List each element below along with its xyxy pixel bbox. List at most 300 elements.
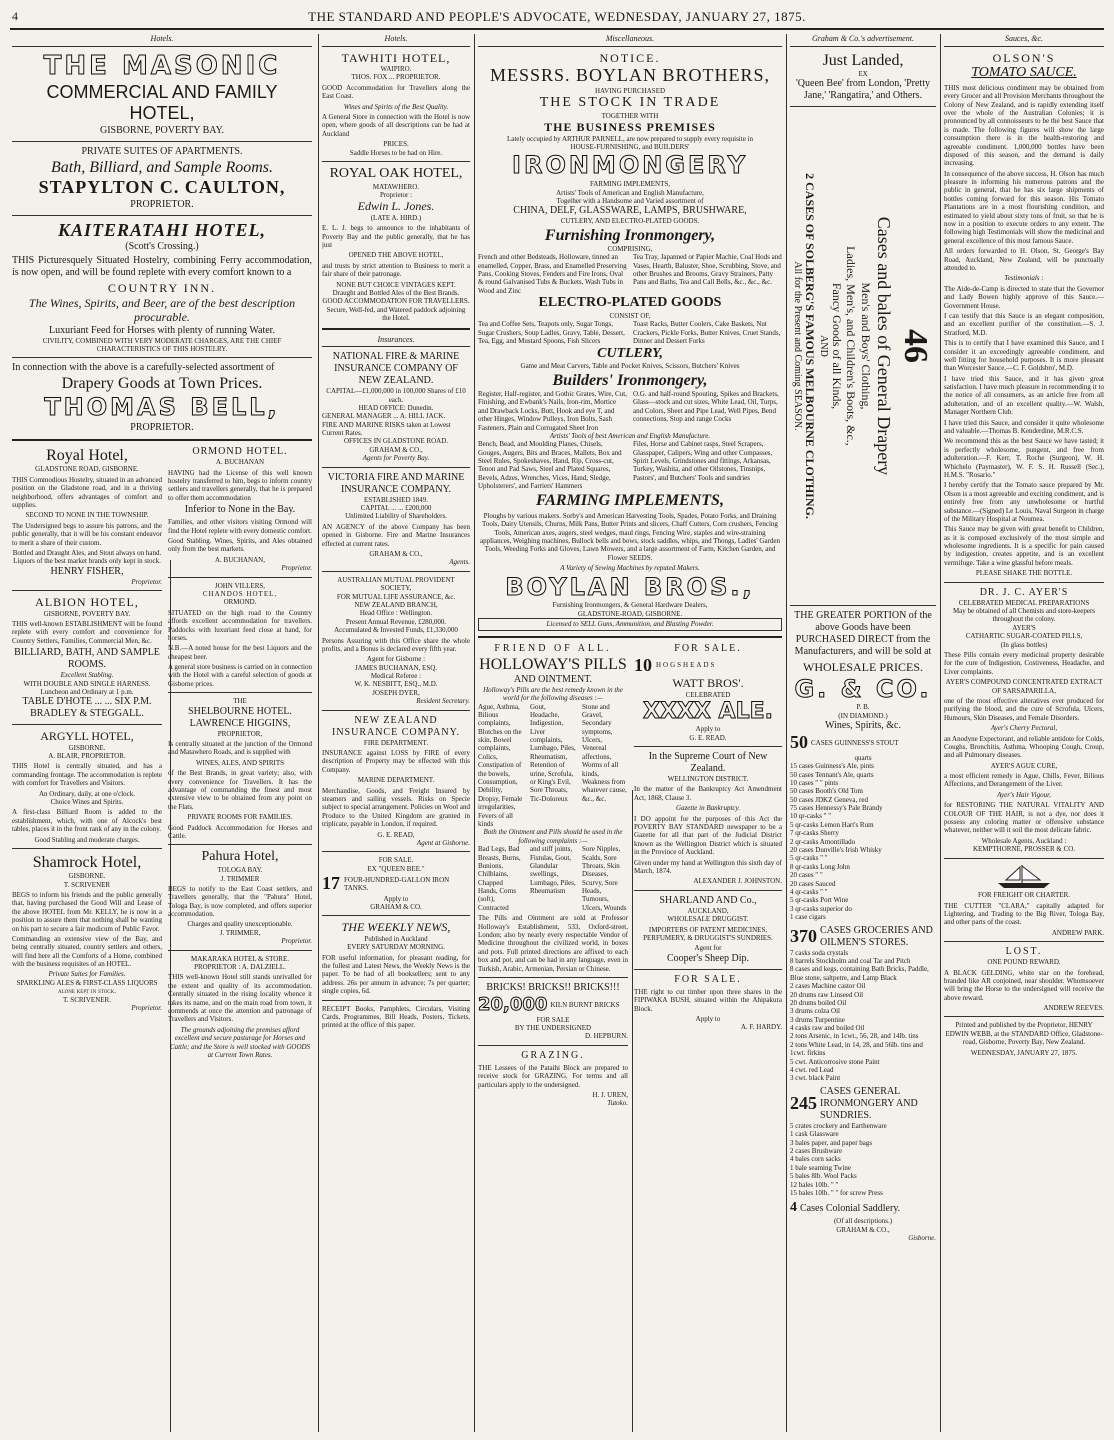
graham-name: GRAHAM & CO.,: [836, 1225, 890, 1234]
royaloak-accommodation: GOOD ACCOMMODATION FOR TRAVELLERS.: [322, 297, 470, 306]
olson-test1: The Aide-de-Camp is directed to state that the Governor and Lady Bowen highly approve of this Sauce.—Government House.: [944, 284, 1104, 310]
artists-right: Files, Horse and Cabinet rasps, Steel Scrapers, Glasspaper, Calipers, Wing and other Compasses, Spirit Levels, Grindstones and fittings, Arkansas, Turkey, Washita, and other Oilstones, Tinsnips, Pastors', and Butchers' Tools and sundries: [633, 440, 773, 482]
ayer-hair: Ayer's Hair Vigour,: [997, 790, 1051, 799]
amp-office: Head Office : Wellington.: [359, 609, 433, 618]
graham-rot-big: 46: [896, 329, 934, 364]
court-district: WELLINGTON DISTRICT.: [667, 775, 749, 784]
grazing-place: Tutoko.: [607, 1099, 628, 1108]
boylan-cutlery: CUTLERY, AND ELECTRO-PLATED GOODS.: [560, 217, 700, 226]
list-item: 50 cases Tennant's Ale, quarts: [790, 770, 874, 779]
masonic-proprietor-name: STAPYLTON C. CAULTON,: [38, 177, 286, 198]
pahura-place: TOLOGA BAY.: [217, 866, 263, 875]
pahura-body: BEGS to notify to the East Coast settlers, and Travellers generally, that the "Pahura" Hotel, Tologa Bay, is now completed, and offers superior accommodation.: [168, 884, 312, 919]
masonic-place: GISBORNE, POVERTY BAY.: [99, 124, 225, 136]
amp-sec: JOSEPH DYER,: [372, 688, 420, 697]
column-hotels-1a: [12, 446, 162, 1061]
list-item: 5 qr-casks Port Wine: [790, 896, 849, 905]
column-graham: [790, 34, 936, 1432]
victoria-capital: CAPITAL ... ... £200,000: [360, 504, 432, 513]
col5-forsale-watt: WATT BROS'.: [672, 676, 744, 691]
column-hotels-2: [322, 34, 470, 1432]
albion-name: BRADLEY & STEGGALL.: [30, 708, 144, 720]
olson-shake: PLEASE SHAKE THE BOTTLE.: [975, 569, 1073, 578]
shamrock-place: GISBORNE.: [68, 872, 106, 881]
chandos-name: JOHN VILLERS,: [214, 581, 266, 590]
column-rule: [474, 34, 475, 1432]
kaiteratahi-drapery: Drapery Goods at Town Prices.: [61, 375, 263, 393]
ayer-ague: AYER'S AGUE CURE,: [990, 761, 1058, 770]
list-item: 7 qr-casks Sherry: [790, 829, 839, 838]
lost-reward: ONE POUND REWARD.: [987, 958, 1061, 967]
boylan-tools: Artists' Tools of American and English Manufacture,: [556, 188, 704, 197]
boylan-licensed: Licensed to SELL Guns, Ammunition, and Blasting Powder.: [478, 618, 782, 630]
section-heading: Sauces, &c.: [944, 34, 1104, 47]
amp-secrole: Resident Secretary.: [416, 697, 470, 706]
cutlery-line: Game and Meat Carvers, Table and Pocket Knives, Scissors, Butchers' Knives: [520, 362, 740, 371]
graham-diamond: (IN DIAMOND.): [838, 711, 888, 720]
kaiteratahi-body: THIS Picturesquely Situated Hostelry, combining Ferry accommodation, is now open, and will be found replete with every comfort known to a: [12, 255, 312, 279]
list-item: 5 cwt. Anticorrosive stone Paint: [790, 1057, 880, 1066]
ormond-name: A. BUCHANAN: [215, 458, 265, 467]
graham-saddlery: Cases Colonial Saddlery.: [800, 1202, 901, 1214]
court-title: In the Supreme Court of New Zealand.: [648, 751, 768, 775]
thomas-bell-name: THOMAS BELL,: [44, 393, 280, 422]
list-item: 2 tons White Lead, in 14, 28, and 56lb. tins and 1cwt. firkins: [790, 1040, 923, 1058]
list-item: 3 bales paper, and paper bags: [790, 1138, 873, 1147]
list-item: 3 drums colza Oil: [790, 1007, 840, 1016]
furnishing-left: French and other Bedsteads, Holloware, tinned an enamelled, Copper, Brass, and Enamelled Preserving Pans, Cooking Stoves, Fenders and Fire Irons, Oval & round Galvanised Tubs & Buckets, Wash Tubs in Wood and Zinc: [478, 253, 627, 295]
pahura-charges: Charges and quality unexceptionable.: [187, 920, 293, 929]
boylan-farming: FARMING IMPLEMENTS,: [590, 180, 670, 189]
graham-n4: 4: [790, 1200, 797, 1216]
sharland-role: WHOLESALE DRUGGIST.: [667, 915, 749, 924]
graham-rot-ladies: Ladies, Men's, and Children's Boots, &c.,: [844, 246, 859, 447]
tawhiti-title: TAWHITI HOTEL,: [341, 50, 451, 65]
column-rule: [940, 34, 941, 1432]
col3-forsale-num: 17: [322, 873, 340, 894]
col3-forsale-title: FOR SALE.: [378, 856, 414, 865]
shamrock-role: Proprietor.: [131, 1004, 162, 1013]
section-heading: Graham & Co.'s advertisement.: [790, 34, 936, 47]
ayer-ague-body: a most efficient remedy in Ague, Chills, Fever, Bilious Affections, and Derangement of the Liver.: [944, 772, 1104, 789]
albion-addr: GISBORNE, POVERTY BAY.: [43, 609, 131, 618]
victoria-title: VICTORIA FIRE AND MARINE INSURANCE COMPANY.: [327, 471, 465, 495]
graham-place: Gisborne.: [908, 1233, 936, 1242]
nzic-title: NEW ZEALAND INSURANCE COMPANY.: [331, 714, 461, 738]
court-matter: In the matter of the Bankruptcy Act Amendment Act, 1868, Clause 3.: [634, 785, 782, 802]
col3-forsale-apply: Apply to: [383, 894, 409, 903]
royaloak-prop: Proprietor :: [379, 191, 413, 200]
graham-rot-season: All for the Present and Coming SEASON.: [792, 261, 804, 431]
pahura-name: J. TRIMMER: [220, 874, 260, 883]
list-item: 10 cases " " pints: [790, 778, 839, 787]
olson-test6: We recommend this as the best Sauce we have tasted; it is perfectly wholesome, pungent, and free from adulteration.—F. Kerr, T. Roche (Surgeon), W. H. Whichelo (Paymaster), W. F. S. H. Russell (Sec.), H.M.S. "Rosario.": [944, 437, 1104, 479]
amp-body: Persons Assuring with this Office share the whole profits, and a Bonus is declared every fifth year.: [322, 636, 470, 653]
albion-luncheon: Luncheon and Ordinary at 1 p.m.: [40, 687, 134, 696]
list-item: 4 qr-casks " ": [790, 887, 828, 896]
col5-forsale-name: G. E. READ.: [689, 733, 727, 742]
royal-name: HENRY FISHER,: [50, 565, 124, 577]
shelbourne-paddock: Good Paddock Accommodation for Horses and Cattle.: [168, 823, 312, 840]
electro-right: Toast Racks, Butter Coolers, Cake Baskets, Nut Crackers, Pickle Forks, Butter Knives, Cruet Stands, Dinner and Dessert Forks: [633, 320, 781, 346]
kaiteratahi-inn: COUNTRY INN.: [107, 281, 217, 296]
receipt-body: RECEIPT Books, Pamphlets, Circulars, Visiting Cards, Programmes, Bill Heads, Posters, Tickets, printed at the office of this paper.: [322, 1004, 470, 1030]
column-rule: [318, 34, 319, 1432]
builders-heading: Builders' Ironmongery,: [552, 371, 708, 389]
court-name: ALEXANDER J. JOHNSTON.: [693, 877, 782, 886]
chandos-body: SITUATED on the high road to the Country affords excellent accommodation for travellers. Paddocks with luxuriant feed close at hand, for horses.: [168, 608, 312, 642]
shamrock-body: BEGS to inform his friends and the public generally that, having purchased the Good Will and Lease of the above HOTEL from Mr. KELLY, he is now in a position to assure them that nothing shall be wanting on his part to secure a fair modicum of Public Favor.: [12, 890, 162, 933]
ayer-cherry: Ayer's Cherry Pectoral,: [990, 724, 1058, 733]
olson-heading: OLSON'S: [992, 50, 1056, 65]
boylan-furnishers: Furnishing Ironmongers, & General Hardware Dealers,: [552, 601, 708, 610]
national-agents: GRAHAM & CO.,: [369, 445, 423, 454]
col5-forsale2-title: FOR SALE.: [674, 973, 742, 985]
boylan-house: HOUSE-FURNISHING, and BUILDERS': [570, 142, 690, 151]
list-item: 2 qr-casks Amontillado: [790, 837, 856, 846]
royaloak-body: E. L. J. begs to announce to the inhabitants of Poverty Bay and the public generally, that he has just: [322, 224, 470, 250]
royal-body: THIS Commodious Hostelry, situated in an advanced position on the Gladstone road, and in a thriving neighborhood, offers advantages of comfort and supplies.: [12, 475, 162, 510]
olson-testimonials: Testimonials :: [1004, 274, 1044, 283]
amp-agentname: JAMES BUCHANAN, ESQ.: [354, 663, 438, 672]
weekly-title: THE WEEKLY NEWS,: [341, 920, 451, 935]
national-offices: OFFICES IN GLADSTONE ROAD.: [343, 437, 449, 446]
makaraka-prop: PROPRIETOR : A. DALZIELL.: [194, 963, 286, 972]
list-item: 20 cases " ": [790, 871, 823, 880]
section-heading-insurances: Insurances.: [322, 335, 470, 348]
amp-agent: Agent for Gisborne :: [366, 655, 426, 664]
albion-stabling: Excellent Stabling.: [60, 671, 114, 680]
list-item: 8 qr-casks Long John: [790, 862, 850, 871]
artists-heading: Artists' Tools of best American and English Manufacture.: [549, 431, 711, 440]
boylan-ironmongery: IRONMONGERY: [512, 151, 748, 180]
olson-body4: This Sauce may be given with great benefit to Children, as it is composed exclusively of the most simple and wholesome ingredients. It is a specific for pain caused by indigestion, creates appetite, and is an excellent vermifuge. Take a wine glassful before meals.: [944, 525, 1104, 567]
royaloak-draught: Draught and Bottled Ales of the Best Brands.: [332, 288, 460, 297]
holloway-friend: FRIEND OF ALL.: [494, 642, 612, 654]
national-risks: FIRE AND MARINE RISKS taken at Lowest Current Rates.: [322, 420, 451, 438]
shamrock-name: T. SCRIVENER: [63, 880, 111, 889]
col5-forsale-num: 10: [634, 654, 652, 675]
makaraka-body: THIS well-known Hotel still stands unrivalled for the extent and quality of its accommodation. Centrally situated in the rising locality whence it takes its name, and on the main road from town, it commends at once the attention and patronage of Travellers and Visitors.: [168, 973, 312, 1024]
chandos-store: A general store business is carried on in connection with the Hotel with a careful selection of goods at Gisborne prices.: [168, 663, 312, 688]
court-gazette: Gazette in Bankruptcy.: [676, 804, 740, 813]
masthead: [10, 6, 1104, 30]
bricks-name: D. HEPBURN.: [585, 1032, 628, 1041]
list-item: 3 qr-casks superior do: [790, 904, 852, 913]
pahura-name2: J. TRIMMER,: [219, 928, 261, 937]
graham-groceries: CASES GROCERIES AND OILMEN'S STORES.: [820, 924, 933, 948]
argyll-place: GISBORNE.: [68, 743, 106, 752]
thomas-bell-role: PROPRIETOR.: [130, 422, 194, 434]
argyll-prop: A. BLAIR, PROPRIETOR.: [48, 752, 126, 761]
nzic-marinebody: Merchandise, Goods, and Freight Insured by steamers and sailing vessels. Risks on Specie subject to special arrangement. Policies on Wool and Produce to the United Kingdom are granted in triplicate, payable in London, if required.: [322, 786, 470, 829]
court-body: I DO appoint for the purposes of this Act the POVERTY BAY STANDARD newspaper to be a Gazette for all that part of the Judicial District known as the Wellington District which is situated in the Province of Auckland.: [634, 814, 782, 857]
shelbourne-role: PROPRIETOR,: [217, 729, 263, 738]
nzic-role: Agent at Gisborne.: [416, 838, 470, 847]
list-item: 3 cwt. black Paint: [790, 1074, 841, 1083]
holloway-ointment: AND OINTMENT.: [513, 673, 593, 685]
list-item: 3 drums Turpentine: [790, 1015, 845, 1024]
olson-body3: All orders forwarded to H. Olson, St. George's Bay Road, Auckland, New Zealand, will be punctually attended to.: [944, 247, 1104, 272]
shamrock-liquors: SPARKLING ALES & FIRST-CLASS LIQUORS alone kept in stock.: [16, 978, 158, 996]
masonic-title: THE MASONIC: [43, 50, 281, 81]
holloway-both: Both the Ointment and Pills should be used in the following complaints :—: [483, 828, 623, 845]
boylan-premises: THE BUSINESS PREMISES: [544, 120, 716, 135]
tawhiti-wines: Wines and Spirits of the Best Quality.: [343, 102, 449, 111]
list-item: 20 drums boiled Oil: [790, 998, 847, 1007]
chandos-title: CHANDOS HOTEL,: [202, 589, 278, 598]
ayer-cherry-body: an Anodyne Expectorant, and reliable antidote for Colds, Coughs, Bronchitis, Asthma, Whooping Cough, Croup, and all Pulmonary diseases.: [944, 734, 1104, 760]
farming-body: Ploughs by various makers. Sorby's and American Harvesting Tools, Spades, Potato Forks, and Draining Tools, Dairy Utensils, Churns, Milk Pans, Butter Prints and slicers, Chaff Cutters, Corn crushers, Fencing Tools, American axes, augers, steel wedges, maul rings, Fencing Wire, staples and wire-straining appliances, Weighing machines, Bullock bells and bows, stock saddles, whips, and Thongs, Ladies' Garden Tools, Weeding Forks and Gloves, Lawn Mowers, and a large assortment of Farm, Kitchen Garden, and Flower SEEDS.: [479, 511, 781, 562]
graham-rot-and: AND: [818, 335, 830, 358]
masonic-subtitle: COMMERCIAL AND FAMILY HOTEL,: [46, 81, 278, 124]
list-item: 20 drums raw Linseed Oil: [790, 990, 864, 999]
kaiteratahi-wines: The Wines, Spirits, and Beer, are of the best description procurable.: [28, 295, 296, 325]
royal-body2: The Undersigned begs to assure his patrons, and the public generally, that it will be his constant endeavor to merit a share of their custom.: [12, 521, 162, 547]
albion-harness: WITH DOUBLE AND SINGLE HARNESS.: [23, 679, 151, 688]
ayer-pills-body: These Pills contain every medicinal property desirable for the cure of Indigestion, Costiveness, Headache, and Liver complaints.: [944, 651, 1104, 676]
court-given: Given under my hand at Wellington this sixth day of March, 1874.: [634, 858, 782, 875]
shamrock-view: Commanding an extensive view of the Bay, and being centrally situated, country settlers and others, will find here all the Comforts of a Home, combined with the business requisites of an HOTEL.: [12, 934, 162, 969]
national-title: NATIONAL FIRE & MARINE INSURANCE COMPANY OF NEW ZEALAND.: [332, 351, 460, 387]
weekly-body: FOR useful information, for pleasant reading, for the fullest and Latest News, the Weekly News is the paper. To be had of all booksellers; sent to any address. 26s per annum in advance; 7s per quarter; single copies, 6d.: [322, 953, 470, 996]
amp-sub: FOR MUTUAL LIFE ASSURANCE, &c.: [336, 592, 456, 601]
kaiteratahi-sub: (Scott's Crossing.): [125, 241, 199, 253]
holloway-list2: Gout, Headache, Indigestion, Liver complaints, Lumbago, Piles, Rheumatism, Retention of urine, Scrofula, or King's Evil, Sore Throats, Tic-Doloreux: [530, 702, 576, 803]
graham-desc: (Of all descriptions.): [833, 1217, 893, 1226]
col3-forsale-tanks: FOUR-HUNDRED-GALLON IRON TANKS.: [344, 875, 450, 892]
boylan-addr: GLADSTONE-ROAD, GISBORNE.: [577, 609, 683, 618]
nzic-firebody: INSURANCE against LOSS by FIRE of every description of Property may be effected with this Company.: [322, 749, 470, 774]
ayer-sub: CELEBRATED MEDICAL PREPARATIONS: [958, 598, 1090, 607]
ormond-stabling: Good Stabling. Wines, Spirits, and Ales obtained only from the best markets.: [168, 537, 312, 554]
list-item: 1 case cigars: [790, 913, 826, 922]
shelbourne-private: PRIVATE ROOMS FOR FAMILIES.: [187, 813, 293, 822]
graham-guinness: CASES GUINNESS'S STOUT: [811, 738, 899, 747]
column-sauces: [944, 34, 1104, 1432]
amp-funds: Accumulated & Invested Funds, £1,330,000: [334, 626, 458, 635]
weekly-day: EVERY SATURDAY MORNING.: [347, 943, 445, 952]
royaloak-late: (LATE A. HIRD.): [370, 213, 422, 222]
graham-rot-solberg: 2 CASES OF SOLBERG'S FAMOUS MELBOURNE CLOTHING.: [803, 173, 818, 520]
lost-body: A BLACK GELDING, white star on the forehead, branded like AR conjoined, near shoulder. Whomsoever will bring the Horse to the undersigned will receive the above reward.: [944, 968, 1104, 1002]
lost-title: LOST.: [1005, 946, 1043, 958]
chandos-place: ORMOND.: [223, 598, 257, 607]
list-item: 4 cwt. red Lead: [790, 1066, 834, 1075]
lost-name: ANDREW REEVES.: [1043, 1004, 1104, 1013]
freight-name: ANDREW PARK.: [1051, 928, 1104, 937]
electro-consist: CONSIST OF,: [609, 312, 651, 321]
list-item: 4 casks raw and boiled Oil: [790, 1024, 865, 1033]
amp-refname: W. K. NESBITT, ESQ., M.D.: [354, 680, 438, 689]
amp-referee: Medical Referee :: [370, 672, 422, 681]
makaraka-title: MAKARAKA HOTEL & STORE.: [190, 954, 289, 963]
graham-wines: Wines, Spirits, &c.: [825, 720, 901, 732]
boylan-notice: NOTICE.: [599, 50, 661, 65]
royaloak-paddock: Secure, Well-fed, and Watered paddock adjoining the Hotel.: [326, 305, 466, 323]
list-item: 2 cases Machine castor Oil: [790, 982, 866, 991]
royaloak-title: ROYAL OAK HOTEL,: [329, 165, 463, 181]
electro-left: Tea and Coffee Sets, Teapots only, Sugar Tongs, Sugar Crushers, Soup Ladles, Gravy, Table, Dessert, Tea, Egg, and Mustard Spoons, Fish Slicers: [478, 320, 625, 346]
royaloak-name: Edwin L. Jones.: [357, 199, 435, 214]
ormond-inferior: Inferior to None in the Bay.: [184, 504, 296, 516]
list-item: 5 qr-casks Lemon Hart's Rum: [790, 820, 874, 829]
olson-test4: I have tried this Sauce, and it has given great satisfaction. I have much pleasure in recommending it to the notice of all consumers, as an article free from all adulteration, and of an excellent quality.—W. Walsh, Manager Northern Club.: [944, 374, 1104, 417]
albion-body: THIS well-known ESTABLISHMENT will be found replete with every comfort and convenience for Country Settlers, Families, Commercial Men, &c.: [12, 619, 162, 645]
olson-test5: I have tried this Sauce, and consider it quite wholesome and valuable.—Thomas B. Kenderdine, M.R.C.S.: [944, 418, 1104, 436]
argyll-ordinary: An Ordinary, daily, at one o'clock.: [39, 789, 135, 798]
list-item: 5 crates crockery and Earthenware: [790, 1121, 887, 1130]
pahura-title: Pahura Hotel,: [201, 849, 279, 865]
shamrock-name2: T. SCRIVENER.: [63, 995, 111, 1004]
royal-role: Proprietor.: [131, 577, 162, 586]
amp-branch: NEW ZEALAND BRANCH,: [354, 600, 438, 609]
furnishing-heading: Furnishing Ironmongery,: [544, 226, 716, 244]
printed-line: Printed and published by the Proprietor, HENRY EDWIN WEBB, at the STANDARD Office, Gladstone-road, Gisborne, Poverty Bay, New Zealand.: [945, 1021, 1103, 1047]
nzic-agent: G. E. READ,: [377, 830, 415, 839]
col5-forsale-title: FOR SALE.: [674, 642, 742, 654]
amp-title: AUSTRALIAN MUTUAL PROVIDENT SOCIETY,: [337, 575, 455, 593]
page-number: 4: [12, 9, 19, 23]
royal-liquors: Liquors of the best market brands only kept in stock.: [13, 557, 161, 566]
section-heading: Miscellaneous.: [478, 34, 782, 47]
victoria-body: AN AGENCY of the above Company has been opened in Gisborne. Fire and Marine Insurances effected at current rates.: [322, 522, 470, 548]
masonic-rooms: Bath, Billiard, and Sample Rooms.: [50, 158, 274, 176]
list-item: 50 cases Booth's Old Tom: [790, 787, 863, 796]
boylan-variety: A Variety of Sewing Machines by reputed Makers.: [560, 564, 700, 573]
olson-test7: I hereby certify that the Tomato sauce prepared by Mr. Olson is a most agreeable and exciting condiment, and is entirely free from any unwholesome or hurtful substance.—(Signed) Le Louis, Naval Surgeon in charge of the Military Hospital at Noumea.: [944, 481, 1104, 523]
ormond-body: HAVING had the License of this well known hostelry transferred to him, begs to inform country settlers and travellers generally, that he is prepared to offer them accommodation: [168, 468, 312, 502]
col5-forsale2-apply: Apply to: [695, 1014, 721, 1023]
ayer-agents: KEMPTHORNE, PROSSER & CO.: [972, 845, 1076, 854]
boylan-china: CHINA, DELF, GLASSWARE, LAMPS, BRUSHWARE,: [513, 205, 747, 217]
olson-test2: I can testify that this Sauce is an elegant composition, and an excellent purifier of the constitution.—S. J. Stratford, M.D.: [944, 311, 1104, 337]
col5-forsale2-body: THE right to cut timber upon three shares in the FIPIWAKA BUSH, situated within the Ahipakura Block.: [634, 987, 782, 1013]
argyll-billiard: A first-class Billiard Room is added to the establishment, which, with one of Alcock's best tables, places it in the front rank of any in the colony.: [12, 808, 162, 834]
argyll-body: THIS Hotel is centrally situated, and has a commanding frontage. The accommodation is replete with comfort for Travellers and Visitors.: [12, 762, 162, 788]
list-item: 1 cask Glassware: [790, 1130, 839, 1139]
ormond-name2: A. BUCHANAN,: [215, 555, 265, 564]
graham-n245: 245: [790, 1093, 817, 1113]
graham-greater: THE GREATER PORTION of the above Goods have been PURCHASED DIRECT from the Manufacturers, and will be sold at: [794, 610, 932, 658]
olson-test3: This is to certify that I have examined this Sauce, and I consider it an exceedingly agreeable condiment, and well fitting for household purposes. It is more pleasant than Worcester Sauce.—C. F. Goldsbro', M.D.: [944, 339, 1104, 373]
royaloak-opened: OPENED THE ABOVE HOTEL,: [348, 251, 444, 260]
ship-icon: [944, 863, 1104, 892]
section-heading: Hotels.: [322, 34, 470, 47]
royaloak-place: MATAWHERO.: [372, 182, 420, 191]
kaiteratahi-connection: In connection with the above is a carefully-selected assortment of: [12, 362, 275, 374]
section-heading: Hotels.: [12, 34, 312, 47]
masthead-title: THE STANDARD AND PEOPLE'S ADVOCATE, WEDNESDAY, JANUARY 27, 1875.: [308, 9, 806, 24]
boylan-together2: Together with a Handsome and Varied assortment of: [556, 196, 704, 205]
iron-list: [790, 1122, 936, 1198]
list-item: 15 bales 10lb. " " for screw Press: [790, 1188, 883, 1197]
holloway-title: HOLLOWAY'S PILLS: [479, 655, 627, 673]
grazing-title: GRAZING.: [521, 1049, 585, 1061]
graham-ex: EX: [858, 69, 868, 78]
graham-n50: 50: [790, 732, 808, 753]
builders-right: O.G. and half-round Spouting, Spikes and Brackets, Glass—stock and cut sizes, White Lead, Oil, Turps, and Colors, Sheet and Pipe Lead, Well Pipes, Bend connections, Stop and range Cocks: [633, 389, 779, 424]
ayer-wholesale: Wholesale Agents, Auckland :: [981, 836, 1067, 845]
graham-rot-cases: Cases and bales of General Drapery: [874, 217, 895, 476]
electro-heading: ELECTRO-PLATED GOODS: [538, 295, 722, 311]
col5-forsale2-name: A. F. HARDY.: [740, 1023, 782, 1032]
shelbourne-body2: of the Best Brands, in great variety; also, with every convenience for Travellers. It has the advantage of commanding the finest and most extensive view to be obtained from any point on the Flats.: [168, 769, 312, 811]
list-item: 7 casks soda crystals: [790, 948, 849, 957]
boylan-heading: MESSRS. BOYLAN BROTHERS,: [489, 64, 771, 85]
national-manager: GENERAL MANAGER ... A. HILL JACK.: [322, 412, 446, 421]
tawhiti-prices: PRICES.: [383, 140, 409, 149]
boylan-having: HAVING PURCHASED: [594, 86, 666, 95]
list-item: 75 cases Hennessy's Pale Brandy: [790, 804, 883, 813]
col5-forsale-hogs: HOGSHEADS: [656, 661, 717, 670]
graham-ironmongery: CASES GENERAL IRONMONGERY AND SUNDRIES.: [820, 1085, 918, 1121]
holloway-olist1: Bad Legs, Bad Breasts, Burns, Bunions, Chilblains, Chapped Hands, Corns (soft), Contracted: [478, 845, 521, 912]
ayer-sars-body: one of the most effective alteratives ever produced for purifying the blood, and the cure of Scrofula, Ulcers, Humours, Skin Diseases, and Female Disorders.: [944, 696, 1104, 722]
shelbourne-title: SHELBOURNE HOTEL.: [188, 705, 292, 717]
national-agents2: Agents for Poverty Bay.: [362, 454, 430, 463]
column-miscellaneous-left: [478, 643, 628, 1108]
makaraka-grounds: The grounds adjoining the premises afford excellent and secure pasturage for Horses and Cattle; and the Store is well stocked with GOODS at Current Town Rates.: [169, 1025, 311, 1059]
kaiteratahi-feed: Luxuriant Feed for Horses with plenty of running Water.: [49, 324, 275, 336]
col3-forsale-ex: EX "QUEEN BEE.": [367, 864, 425, 873]
ayer-pills: CATHARTIC SUGAR-COATED PILLS,: [965, 632, 1083, 641]
ormond-role: Proprietor.: [281, 564, 312, 573]
shamrock-suites: Private Suites for Families.: [48, 970, 126, 979]
weekly-pub: Published in Auckland: [364, 934, 428, 943]
grocery-list: [790, 949, 936, 1083]
column-rule: [786, 34, 787, 1432]
boylan-lately: Lately occupied by ARTHUR PARNELL, are now prepared to supply every requisite in: [506, 134, 753, 143]
col5-forsale-xxxx: XXXX ALE.: [643, 698, 773, 724]
furnishing-right: Tea Tray, Japanned or Papier Machie, Coal Hods and Vases, Hearth, Baluster, Shoe, Scrubbing, Stove, and other Brushes and Brooms, Gravy Strainers, Patty Pans and Baths, Tea and Call Bells, &c., &c., &c.: [633, 253, 782, 287]
shelbourne-body: Is centrally situated at the junction of the Ormond and Matawhero Roads, and is supplied with: [168, 740, 312, 757]
wine-list: [790, 762, 936, 921]
royal-title: Royal Hotel,: [46, 447, 128, 465]
list-item: 8 cases and kegs, containing Bath Bricks, Paddle, Blue stone, saltpetre, and Lamp Black: [790, 965, 929, 982]
olson-body2: In consequence of the above success, H. Olson has much pleasure in informing his numerous patrons and the public in general, that he has six large shipments of bottles coming forward for this season. His Tomato Plantations are in a most flourishing condition, and estimated to yield about sixty tons of fruit, so that he is now in a position to execute orders to any extent. The following high Testimonials will show the medicinal and general excellence of this most famous Sauce.: [944, 169, 1104, 245]
list-item: 50 cases JDKZ Geneva, red: [790, 795, 868, 804]
royaloak-vintages: NONE BUT CHOICE VINTAGES KEPT.: [336, 280, 456, 289]
sharland-title: SHARLAND AND Co.,: [659, 894, 757, 906]
albion-billiard: BILLIARD, BATH, AND SAMPLE ROOMS.: [14, 647, 160, 671]
list-item: 20 cases Sauced: [790, 879, 836, 888]
graham-ships: 'Queen Bee' from London, 'Pretty Jane,' 'Rangatira,' and Others.: [796, 78, 930, 102]
ayer-hair-body: for RESTORING THE NATURAL VITALITY AND COLOUR OF THE HAIR, is not a dye, nor does it possess any coloring matter or offensive substance whatever, neither will it soil the most delicate fabric.: [944, 801, 1104, 835]
national-office: HEAD OFFICE: Dunedin.: [358, 403, 434, 412]
graham-wholesale: WHOLESALE PRICES.: [803, 660, 923, 675]
tawhiti-prop: THOS. FOX ... PROPRIETOR.: [351, 73, 441, 82]
grazing-body: THE Lessees of the Pataihi Block are prepared to receive stock for GRAZING. For terms and all particulars apply to the undersigned.: [478, 1063, 628, 1089]
argyll-wines: Choice Wines and Spirits.: [50, 798, 124, 807]
graham-rotated-block: [790, 111, 936, 601]
list-item: 8 barrels Stockholm and coal Tar and Pitch: [790, 956, 911, 965]
ayer-title: DR. J. C. AYER'S: [979, 586, 1069, 598]
graham-rot-mens: Men's and Boys' Clothing,: [858, 282, 873, 410]
graham-landed: Just Landed,: [822, 51, 904, 69]
graham-rot-fancy: Fancy Goods of all Kinds,: [829, 283, 844, 410]
column-miscellaneous: [478, 34, 782, 1432]
tawhiti-body: GOOD Accommodation for Travellers along the East Coast.: [322, 83, 470, 101]
holloway-list1: Ague, Asthma, Bilious complaints, Blotches on the skin, Bowel complaints, Colics, Constipation of the bowels, Consumption, Debility, Dropsy, Female irregularities, Fevers of all kinds: [478, 702, 523, 828]
list-item: 20 cases Dunville's Irish Whisky: [790, 846, 882, 855]
boylan-bros: BOYLAN BROS.,: [505, 572, 755, 601]
albion-table: TABLE D'HOTE ... ... SIX P.M.: [22, 696, 152, 708]
argyll-stabling: Good Stabling and moderate charges.: [34, 835, 140, 844]
national-capital: CAPITAL—£1,000,000 in 100,000 Shares of £10 each.: [326, 387, 466, 404]
graham-n370: 370: [790, 925, 817, 946]
shelbourne-the: THE: [233, 697, 247, 706]
